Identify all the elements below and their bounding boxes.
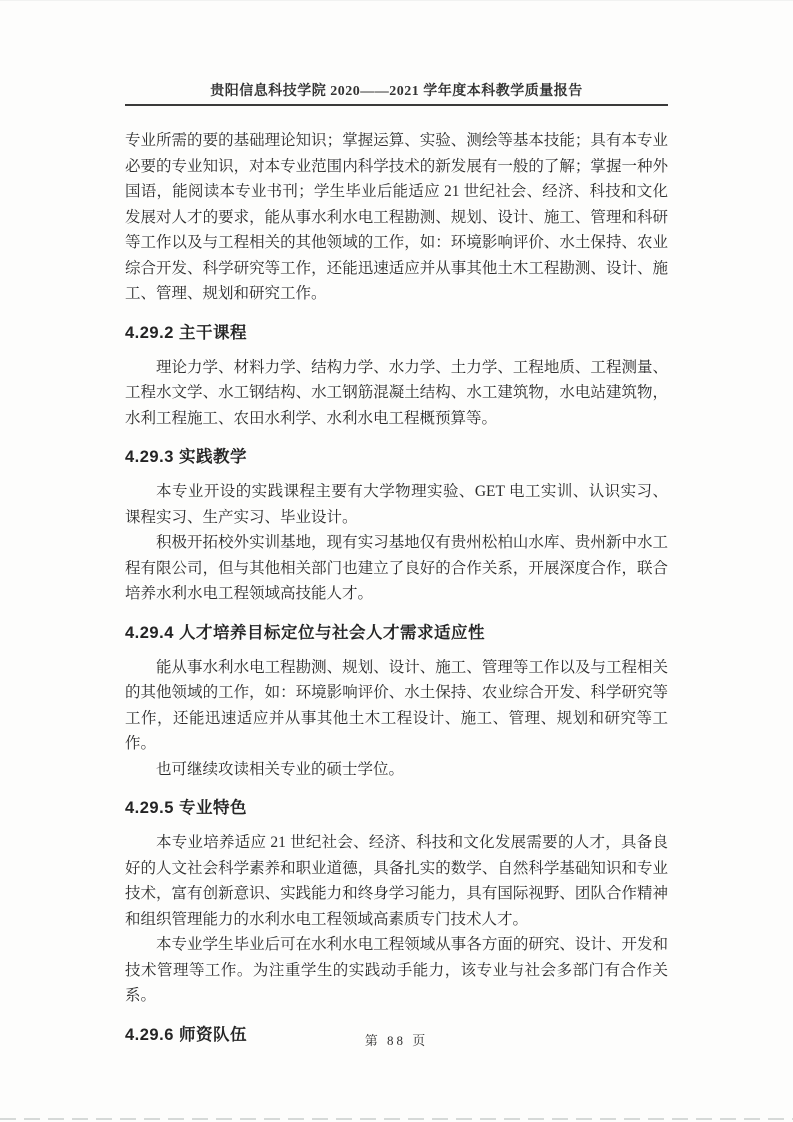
section-4-29-4-paragraph-2: 也可继续攻读相关专业的硕士学位。 [156,760,405,778]
section-4-29-4-paragraph-1: 能从事水利水电工程勘测、规划、设计、施工、管理等工作以及与工程相关的其他领域的工作，如：环境影响评价、水土保持、农业综合开发、科学研究等工作，还能迅速适应并从事其他土木工程设计、施工、管理、规划和研究等工作。 [125,658,668,752]
section-heading-4-29-3: 4.29.3 实践教学 [125,448,247,466]
page-content-column [125,84,668,1057]
scan-artifact-top-edge [0,0,793,1]
section-4-29-5-paragraph-2: 本专业学生毕业后可在水利水电工程领域从事各方面的研究、设计、开发和技术管理等工作。为注重学生的实践动手能力，该专业与社会多部门有合作关系。 [125,936,668,1004]
section-4-29-3-paragraph-2: 积极开拓校外实训基地，现有实习基地仅有贵州松柏山水库、贵州新中水工程有限公司，但与其他相关部门也建立了良好的合作关系，开展深度合作，联合培养水利水电工程领域高技能人才。 [125,534,668,602]
report-header-title: 贵阳信息科技学院 2020——2021 学年度本科教学质量报告 [210,84,583,99]
section-heading-4-29-2: 4.29.2 主干课程 [125,323,247,342]
header-rule [125,104,668,106]
section-heading-4-29-4: 4.29.4 人才培养目标定位与社会人才需求适应性 [125,623,485,642]
section-4-29-3-paragraph-1: 本专业开设的实践课程主要有大学物理实验、GET 电工实训、认识实习、课程实习、生产实习、毕业设计。 [125,483,668,526]
intro-paragraph: 专业所需的要的基础理论知识；掌握运算、实验、测绘等基本技能；具有本专业必要的专业知识，对本专业范围内科学技术的新发展有一般的了解；掌握一种外国语，能阅读本专业书刊；学生毕业后能适应 21 世纪社会、经济、科技和文化发展对人才的要求，能从事水利水电工程勘测、规划、设计、施工、管理和科研等工作以及与工程相关的其他领域的工作，如：环境影响评价、水土保持、农业综合开发、科学研究等工作，还能迅速适应并从事其他土木工程勘测、设计、施工、管理、规划和研究工作。 [125,132,668,302]
section-4-29-5-paragraph-1: 本专业培养适应 21 世纪社会、经济、科技和文化发展需要的人才，具备良好的人文社会科学素养和职业道德，具备扎实的数学、自然科学基础知识和专业技术，富有创新意识、实践能力和终身学习能力，具有国际视野、团队合作精神和组织管理能力的水利水电工程领域高素质专门技术人才。 [125,834,668,928]
section-4-29-2-paragraph: 理论力学、材料力学、结构力学、水力学、土力学、工程地质、工程测量、工程水文学、水工钢结构、水工钢筋混凝土结构、水工建筑物，水电站建筑物，水利工程施工、农田水利学、水利水电工程概预算等。 [125,358,668,427]
page-number: 第 88 页 [364,1033,429,1048]
scan-artifact-bottom-edge [0,1118,793,1120]
section-heading-4-29-6: 4.29.6 师资队伍 [125,1025,247,1044]
section-heading-4-29-5: 4.29.5 专业特色 [125,799,247,817]
